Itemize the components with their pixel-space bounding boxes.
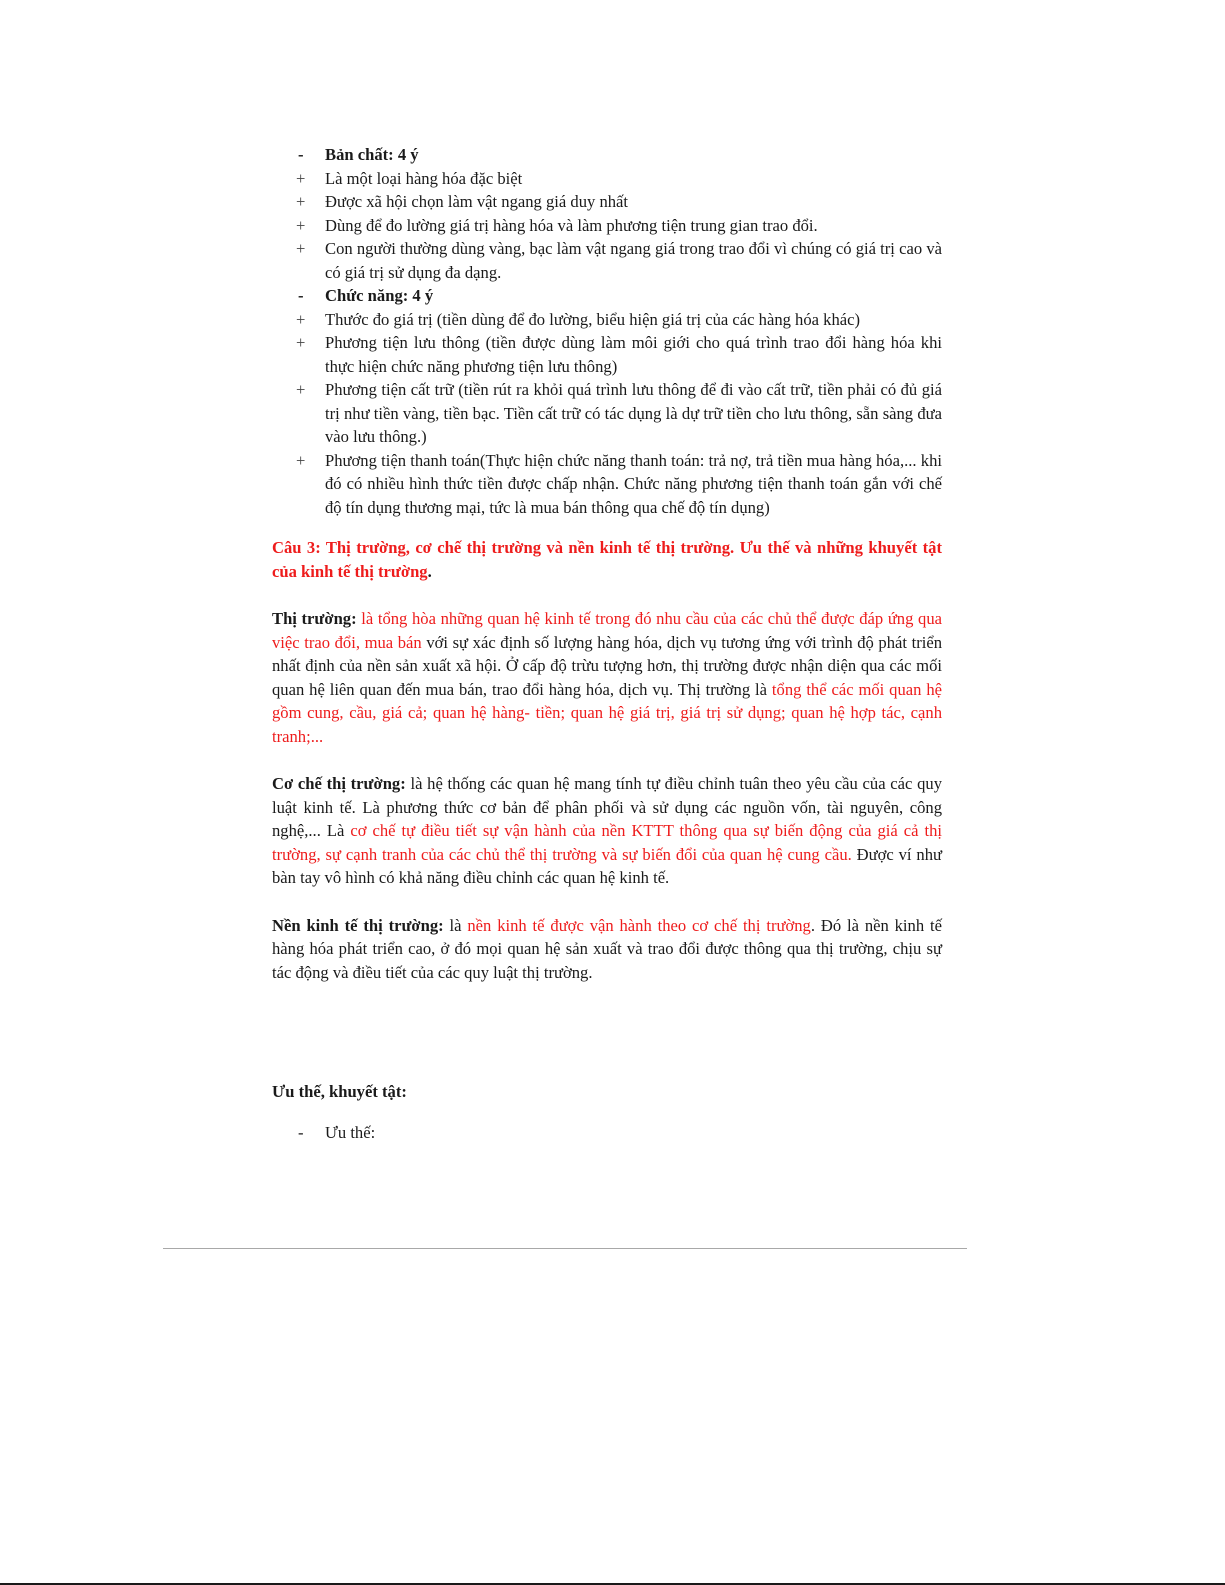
plus-bullet: + [296, 333, 306, 352]
body-text: Được ví như bàn tay vô hình có khả năng điều chỉnh các quan hệ kinh tế. [272, 844, 942, 887]
section-ban-chat [272, 143, 942, 167]
term-co-che-thi-truong: Cơ chế thị trường: [272, 774, 406, 793]
ban-chat-heading: Bản chất: 4 ý [325, 145, 419, 164]
list-item [272, 308, 942, 332]
list-item-text: Phương tiện cất trữ (tiền rút ra khỏi quá trình lưu thông để đi vào cất trữ, tiền phải có đủ giá trị như tiền vàng, tiền bạc. Tiền cất trữ có tác dụng là dự trữ tiền cho lưu thông, sẵn sàng đưa vào lưu thông.) [325, 380, 942, 446]
section-chuc-nang [272, 284, 942, 308]
list-item-text: Con người thường dùng vàng, bạc làm vật ngang giá trong trao đổi vì chúng có giá trị cao và có giá trị sử dụng đa dạng. [325, 239, 942, 282]
list-item-text: Phương tiện lưu thông (tiền được dùng làm môi giới cho quá trình trao đổi hàng hóa khi thực hiện chức năng phương tiện lưu thông) [325, 333, 942, 376]
plus-bullet: + [296, 168, 306, 188]
uu-the-label: Ưu thế: [325, 1122, 376, 1142]
list-item [272, 167, 942, 191]
paragraph-thi-truong [272, 607, 942, 748]
plus-bullet: + [296, 192, 306, 211]
document-page [272, 143, 942, 1144]
plus-bullet: + [296, 450, 306, 470]
highlight-text: tổng thể các mối quan hệ gồm cung, cầu, giá cả; quan hệ hàng- tiền; quan hệ giá trị, giá trị sử dụng; quan hệ hợp tác, cạnh tranh;... [272, 679, 942, 746]
term-nen-kinh-te-thi-truong: Nền kinh tế thị trường: [272, 915, 444, 935]
highlight-text: là tổng hòa những quan hệ kinh tế trong đó nhu cầu của các chủ thể được đáp ứng qua việc trao đổi, mua bán [272, 609, 942, 652]
plus-bullet: + [296, 309, 306, 329]
paragraph-co-che-thi-truong [272, 772, 942, 890]
term-thi-truong: Thị trường: [272, 609, 357, 628]
question-3-title: Câu 3: Thị trường, cơ chế thị trường và nền kinh tế thị trường. Ưu thế và những khuyết tật của kinh tế thị trường [272, 538, 942, 581]
list-item [272, 190, 942, 214]
list-item-text: Là một loại hàng hóa đặc biệt [325, 168, 523, 188]
list-item-text: Thước đo giá trị (tiền dùng để đo lường, biểu hiện giá trị của các hàng hóa khác) [325, 309, 861, 329]
page-break-rule [163, 1248, 967, 1249]
list-item [272, 331, 942, 378]
list-item-text: Được xã hội chọn làm vật ngang giá duy nhất [325, 192, 629, 211]
plus-bullet: + [296, 239, 306, 258]
plus-bullet: + [296, 215, 306, 235]
dash-bullet: - [298, 1122, 304, 1142]
list-item [272, 449, 942, 520]
body-text: là hệ thống các quan hệ mang tính tự điều chỉnh tuân theo yêu cầu của các quy luật kinh tế. Là phương thức cơ bản để phân phối và sử dụng các nguồn vốn, tài nguyên, công nghệ,... Là [272, 774, 942, 840]
list-item-text: Phương tiện thanh toán(Thực hiện chức năng thanh toán: trả nợ, trả tiền mua hàng hóa,... khi đó có nhiều hình thức tiền được chấp nhận. Chức năng phương tiện thanh toán gắn với chế độ tín dụng thương mại, tức là mua bán thông qua chế độ tín dụng) [325, 450, 942, 517]
list-item [272, 378, 942, 449]
body-text: với sự xác định số lượng hàng hóa, dịch vụ tương ứng với trình độ phát triển nhất định của nền sản xuất xã hội. Ở cấp độ trừu tượng hơn, thị trường được nhận diện qua các mối quan hệ liên quan đến mua bán, trao đổi hàng hóa, dịch vụ. Thị trường là [272, 632, 942, 699]
body-text: là [443, 915, 468, 935]
dash-bullet: - [298, 145, 304, 164]
chuc-nang-heading: Chức năng: 4 ý [325, 286, 434, 305]
list-item [272, 237, 942, 284]
list-item [272, 214, 942, 238]
question-3-heading [272, 536, 942, 583]
plus-bullet: + [296, 380, 306, 399]
question-3-title-end: . [427, 561, 432, 581]
uu-the-khuyet-tat-heading: Ưu thế, khuyết tật: [272, 1082, 407, 1101]
highlight-text: nền kinh tế được vận hành theo cơ chế thị trường [467, 915, 811, 935]
list-item-uu-the [272, 1121, 942, 1145]
highlight-text: cơ chế tự điều tiết sự vận hành của nền KTTT thông qua sự biến động của giá cả thị trường, sự cạnh tranh của các chủ thể thị trường và sự biến đổi của quan hệ cung cầu. [272, 821, 942, 864]
paragraph-nen-kinh-te-thi-truong [272, 914, 942, 985]
dash-bullet: - [298, 286, 304, 305]
list-item-text: Dùng để đo lường giá trị hàng hóa và làm phương tiện trung gian trao đổi. [325, 215, 818, 235]
body-text: . Đó là nền kinh tế hàng hóa phát triển cao, ở đó mọi quan hệ sản xuất và trao đổi được thông qua thị trường, chịu sự tác động và điều tiết của các quy luật thị trường. [272, 915, 942, 982]
